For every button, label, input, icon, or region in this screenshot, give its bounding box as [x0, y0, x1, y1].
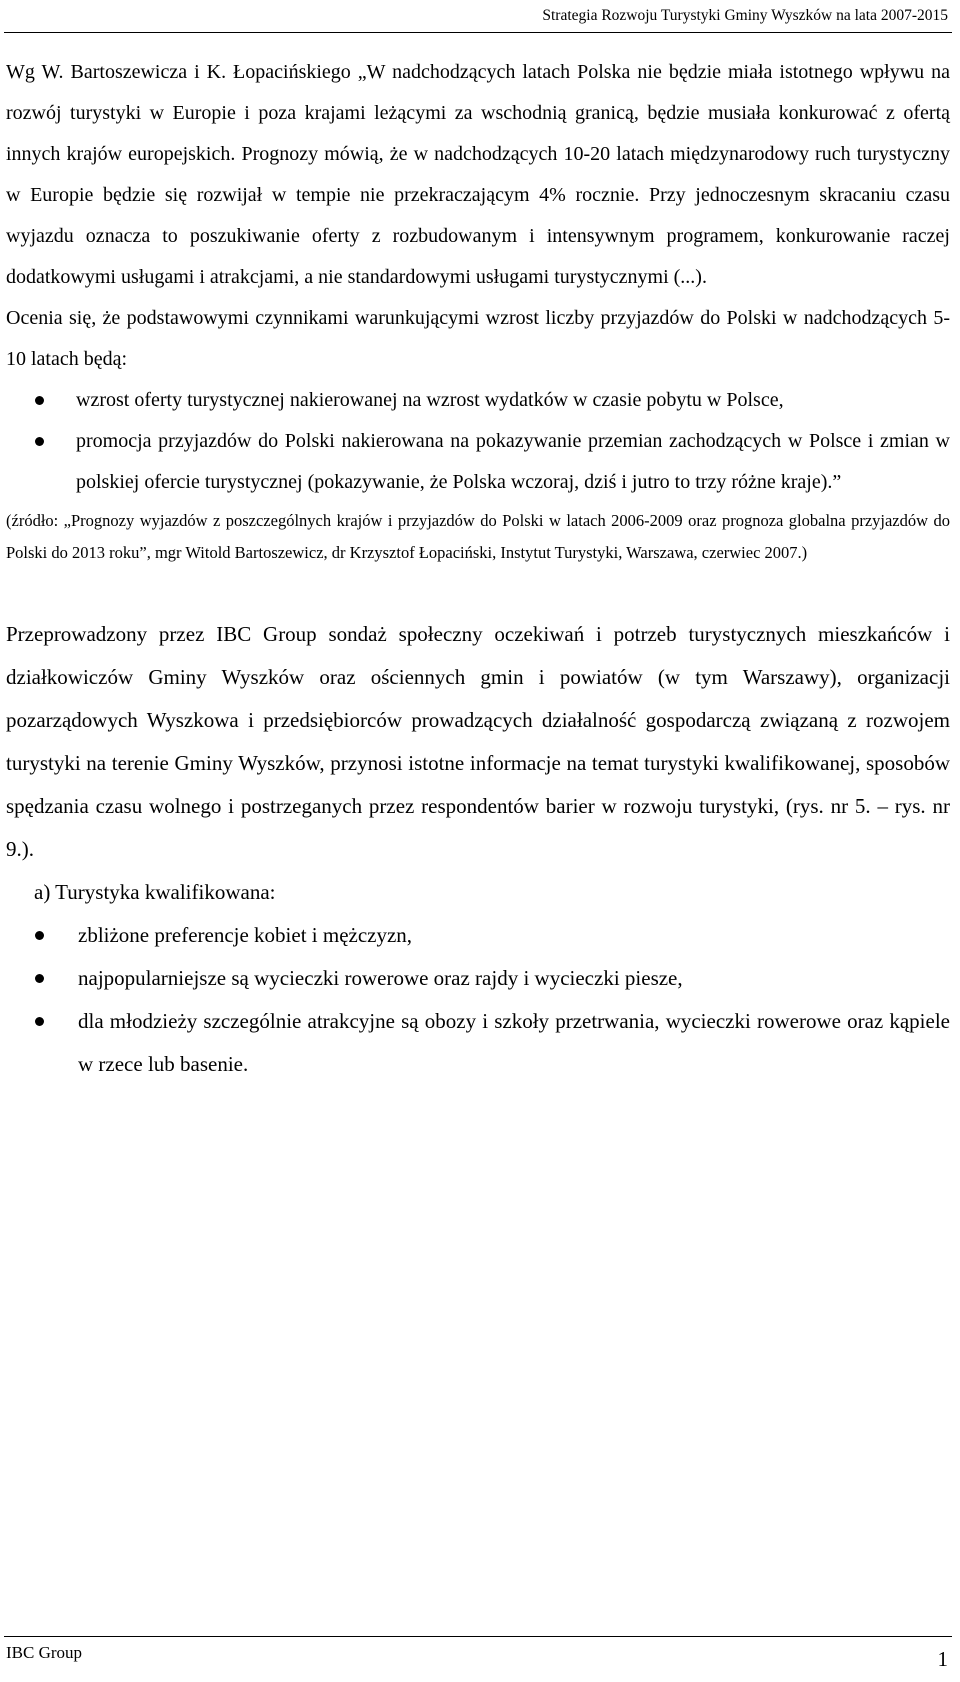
- paragraph-survey: Przeprowadzony przez IBC Group sondaż społeczny oczekiwań i potrzeb turystycznych mieszkańców i działkowiczów Gminy Wyszków oraz ościennych gmin i powiatów (w tym Warszawy), organizacji pozarządowych Wyszkowa i przedsiębiorców prowadzących działalność gospodarczą związaną z rozwojem turystyki na terenie Gminy Wyszków, przynosi istotne informacje na temat turystyki kwalifikowanej, sposobów spędzania czasu wolnego i postrzeganych przez respondentów barier w rozwoju turystyki, (rys. nr 5. – rys. nr 9.).: [6, 622, 950, 861]
- source-citation: (źródło: „Prognozy wyjazdów z poszczególnych krajów i przyjazdów do Polski w latach 2006-2009 oraz prognoza globalna przyjazdów do Polski do 2013 roku”, mgr Witold Bartoszewicz, dr Krzysztof Łopaciński, Instytut Turystyki, Warszawa, czerwiec 2007.): [6, 511, 950, 562]
- running-header: Strategia Rozwoju Turystyki Gminy Wyszków na lata 2007-2015: [542, 7, 948, 24]
- list-item-text: zbliżone preferencje kobiet i mężczyzn,: [78, 923, 413, 947]
- page-content: [6, 52, 950, 1086]
- bullet-icon: [35, 396, 44, 405]
- bullet-icon: [35, 931, 44, 940]
- bullet-icon: [35, 974, 44, 983]
- list-item-text: najpopularniejsze są wycieczki rowerowe oraz rajdy i wycieczki piesze,: [78, 966, 683, 990]
- header-rule: [4, 32, 952, 33]
- footer-company: IBC Group: [6, 1643, 83, 1662]
- bullet-icon: [35, 1017, 44, 1026]
- list-item: [6, 421, 950, 503]
- list-item-text: promocja przyjazdów do Polski nakierowana na pokazywanie przemian zachodzących w Polsce i zmian w polskiej ofercie turystycznej (pokazywanie, że Polska wczoraj, dziś i jutro to trzy różne kraje).”: [76, 430, 950, 493]
- list-item: [6, 914, 950, 957]
- bullet-icon: [35, 437, 44, 446]
- subheading-qualified-tourism: a) Turystyka kwalifikowana:: [34, 880, 276, 904]
- page-number: 1: [937, 1647, 948, 1671]
- paragraph-forecast: Wg W. Bartoszewicza i K. Łopacińskiego „W nadchodzących latach Polska nie będzie miała istotnego wpływu na rozwój turystyki w Europie i poza krajami leżącymi za wschodnią granicą, będzie musiała konkurować z ofertą innych krajów europejskich. Prognozy mówią, że w nadchodzących 10-20 latach międzynarodowy ruch turystyczny w Europie będzie się rozwijał w tempie nie przekraczającym 4% rocznie. Przy jednoczesnym skracaniu czasu wyjazdu oznacza to poszukiwanie oferty z rozbudowanym i intensywnym programem, konkurowanie raczej dodatkowymi usługami i atrakcjami, a nie standardowymi usługami turystycznymi (...).: [6, 61, 950, 288]
- footer-rule: [4, 1636, 952, 1637]
- list-item-text: wzrost oferty turystycznej nakierowanej na wzrost wydatków w czasie pobytu w Polsce,: [76, 389, 784, 411]
- paragraph-factors-intro: Ocenia się, że podstawowymi czynnikami warunkującymi wzrost liczby przyjazdów do Polski w nadchodzących 5-10 latach będą:: [6, 307, 950, 370]
- list-item: [6, 957, 950, 1000]
- qualified-tourism-list: [6, 914, 950, 1086]
- factors-list: [6, 380, 950, 503]
- list-item-text: dla młodzieży szczególnie atrakcyjne są obozy i szkoły przetrwania, wycieczki rowerowe oraz kąpiele w rzece lub basenie.: [78, 1009, 950, 1076]
- list-item: [6, 380, 950, 421]
- list-item: [6, 1000, 950, 1086]
